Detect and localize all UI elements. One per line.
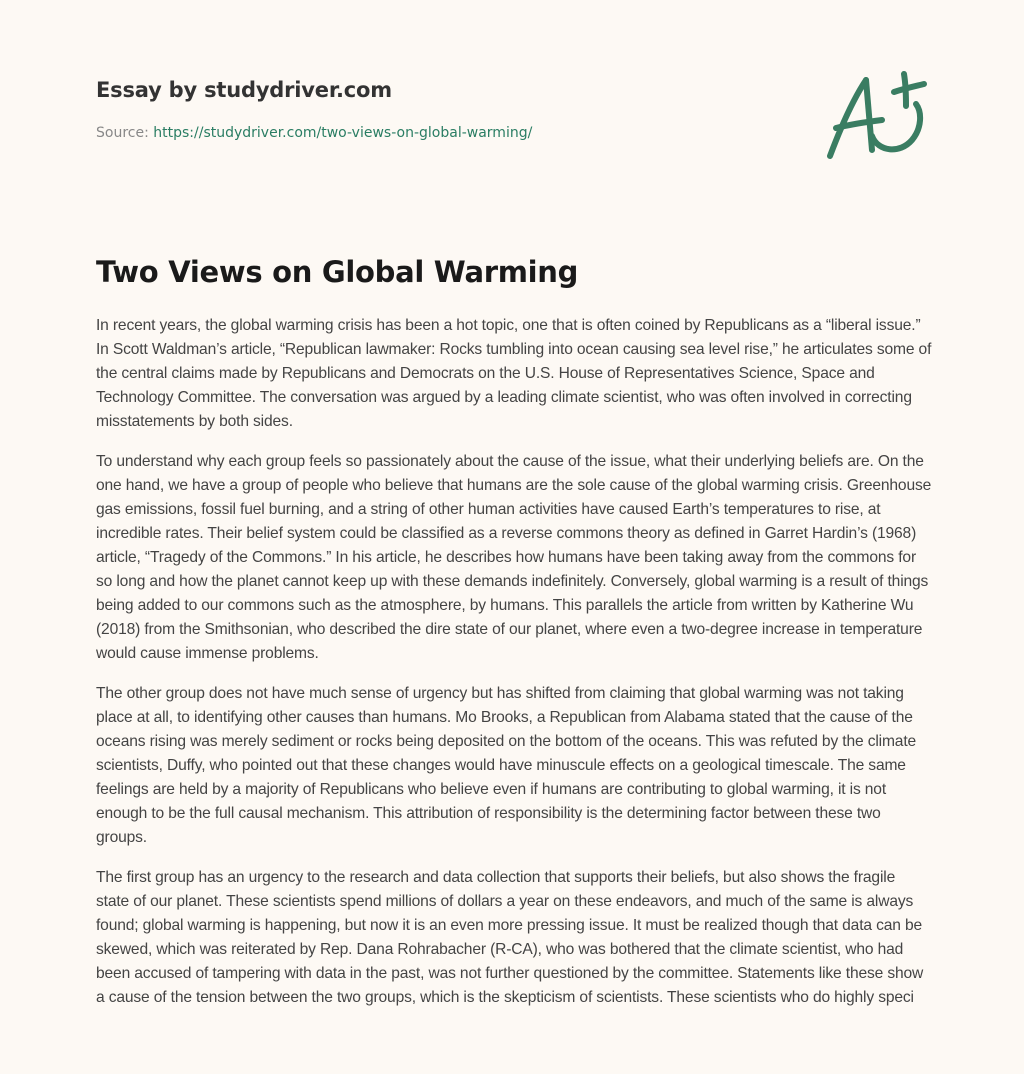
page-header: [96, 74, 936, 141]
source-link[interactable]: https://studydriver.com/two-views-on-global-warming/: [153, 125, 533, 141]
a-plus-grade-icon: [820, 64, 932, 168]
source-line: [96, 124, 532, 142]
brand-title: Essay by studydriver.com: [96, 78, 392, 102]
source-label: Source:: [96, 125, 154, 141]
article-paragraph: In recent years, the global warming crisis has been a hot topic, one that is often coined by Republicans as a “liberal issue.” In Scott Waldman’s article, “Republican lawmaker: Rocks tumbling into ocean causing sea level rise,” he articulates some of the central claims made by Republicans and Democrats on the U.S. House of Representatives Science, Space and Technology Committee. The conversation was argued by a leading climate scientist, who was often involved in correcting misstatements by both sides.: [96, 317, 932, 430]
article-body: [96, 314, 932, 1026]
article-paragraph: To understand why each group feels so passionately about the cause of the issue, what their underlying beliefs are. On the one hand, we have a group of people who believe that humans are the sole cause of the global warming crisis. Greenhouse gas emissions, fossil fuel burning, and a string of other human activities have caused Earth’s temperatures to rise, at incredible rates. Their belief system could be classified as a reverse commons theory as defined in Garret Hardin’s (1968) article, “Tragedy of the Commons.” In his article, he describes how humans have been taking away from the commons for so long and how the planet cannot keep up with these demands indefinitely. Conversely, global warming is a result of things being added to our commons such as the atmosphere, by humans. This parallels the article from written by Katherine Wu (2018) from the Smithsonian, who described the dire state of our planet, where even a two-degree increase in temperature would cause immense problems.: [96, 453, 932, 662]
article-paragraph: The other group does not have much sense of urgency but has shifted from claiming that global warming was not taking place at all, to identifying other causes than humans. Mo Brooks, a Republican from Alabama stated that the cause of the oceans rising was merely sediment or rocks being deposited on the bottom of the oceans. This was refuted by the climate scientists, Duffy, who pointed out that these changes would have minuscule effects on a geological timescale. The same feelings are held by a majority of Republicans who believe even if humans are contributing to global warming, it is not enough to be the full causal mechanism. This attribution of responsibility is the determining factor between these two groups.: [96, 685, 917, 846]
article-paragraph: The first group has an urgency to the research and data collection that supports their beliefs, but also shows the fragile state of our planet. These scientists spend millions of dollars a year on these endeavors, and much of the same is always found; global warming is happening, but now it is an even more pressing issue. It must be realized though that data can be skewed, which was reiterated by Rep. Dana Rohrabacher (R-CA), who was bothered that the climate scientist, who had been accused of tampering with data in the past, was not further questioned by the committee. Statements like these show a cause of the tension between the two groups, which is the skepticism of scientists. These scientists who do highly speci: [96, 869, 924, 1006]
article-title: Two Views on Global Warming: [96, 255, 579, 289]
